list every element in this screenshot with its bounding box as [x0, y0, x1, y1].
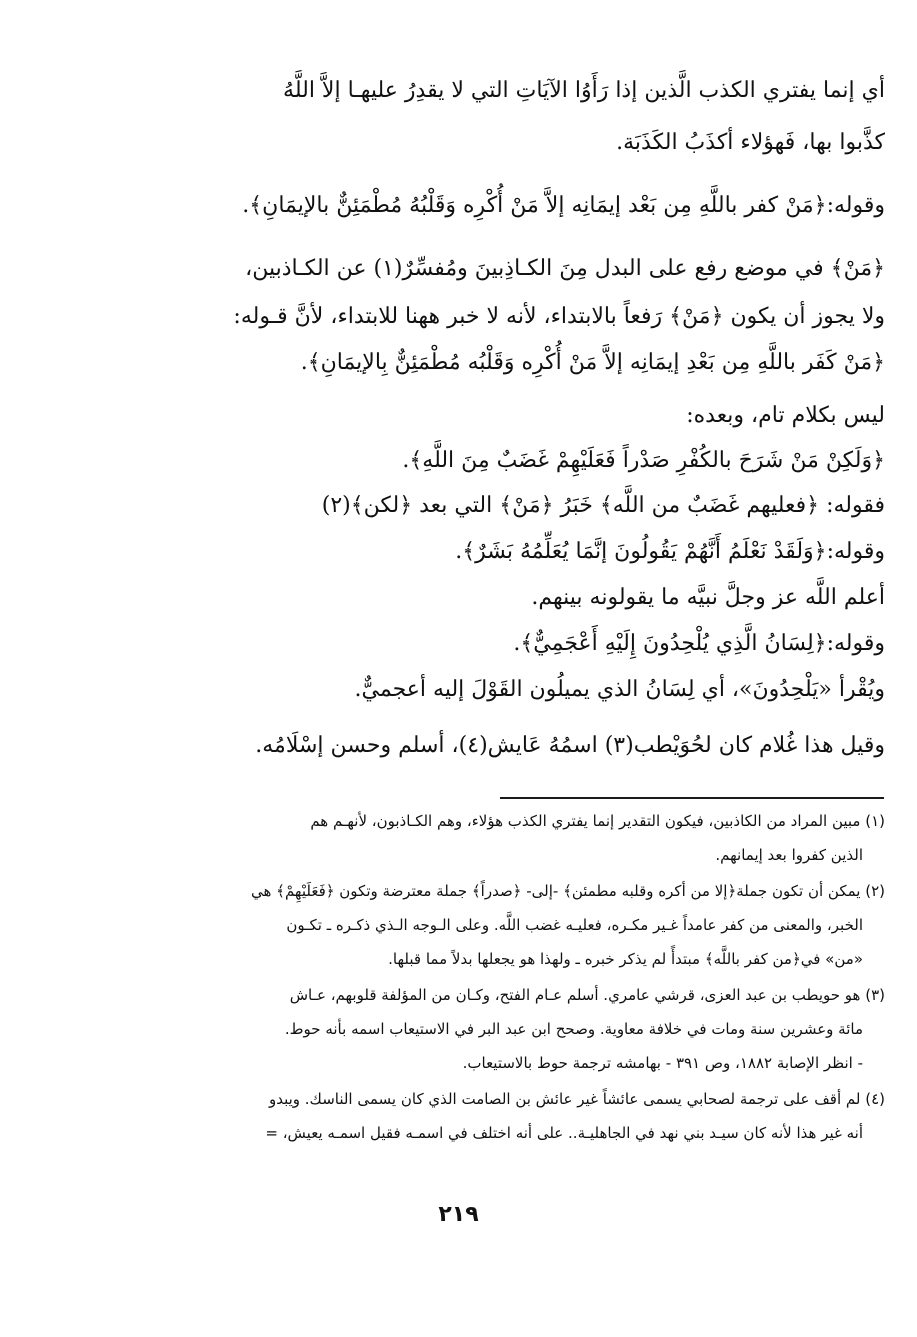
text-line: ﴿مَنْ﴾ في موضع رفع على البدل مِنَ الكـاذِبينَ ومُفسِّرٌ(١) عن الكـاذبين، — [245, 256, 885, 281]
text-line: وقوله:﴿وَلَقَدْ نَعْلَمُ أَنَّهُمْ يَقُولُونَ إنَّمَا يُعَلِّمُهُ بَشَرٌ﴾. — [455, 539, 885, 564]
footnote-line: أنه غير هذا لأنه كان سيـد بني نهد في الجاهليـة.. على أنه اختلف في اسمـه فقيل اسمـه يعيش، = — [265, 1124, 863, 1142]
text-line: أعلم اللَّه عز وجلَّ نبيَّه ما يقولونه بينهم. — [531, 585, 885, 610]
footnote-line: «من» في﴿من كفر باللَّه﴾ مبتدأً لم يذكر خبره ـ ولهذا هو يجعلها بدلاً مما قبلها. — [388, 950, 863, 968]
text-line: وقوله:﴿لِسَانُ الَّذِي يُلْحِدُونَ إِلَيْهِ أَعْجَمِيٌّ﴾. — [513, 631, 885, 656]
footnote-line: (٤) لم أقف على ترجمة لصحابي يسمى عائشاً غير عائش بن الصامت الذي كان يسمى الناسك. ويبدو — [268, 1090, 885, 1108]
text-line: فقوله: ﴿فعليهم غَضَبٌ من اللَّه﴾ خَبَرُ ﴿مَنْ﴾ التي بعد ﴿لكن﴾(٢) — [321, 493, 885, 518]
footnote-line: الخبر، والمعنى من كفر عامداً غـير مكـره، فعليـه غضب اللَّه. وعلى الـوجه الـذي ذكـره ـ تكـون — [286, 916, 863, 934]
footnote-line: - انظر الإصابة ١٨٨٢، وص ٣٩١ - بهامشه ترجمة حوط بالاستيعاب. — [462, 1054, 863, 1072]
text-line: ليس بكلام تام، وبعده: — [686, 403, 885, 428]
text-line: ويُقْرأ «يَلْحِدُونَ»، أي لِسَانُ الذي يميلُون القَوْلَ إليه أعجميٌّ. — [354, 677, 885, 702]
footnote-line: (٢) يمكن أن تكون جملة﴿إلا من أكره وقلبه مطمئن﴾ -إلى- ﴿صدراً﴾ جملة معترضة وتكون ﴿فَعَلَيْهِمْ﴾ هي — [250, 882, 885, 900]
footnote-divider — [500, 797, 884, 799]
footnote-line: (٣) هو حويطب بن عبد العزى، قرشي عامري. أسلم عـام الفتح، وكـان من المؤلفة قلوبهم، عـاش — [289, 986, 885, 1004]
text-line: ولا يجوز أن يكون ﴿مَنْ﴾ رَفعاً بالابتداء، لأنه لا خبر ههنا للابتداء، لأنَّ قـوله: — [233, 304, 885, 329]
footnote-line: الذين كفروا بعد إيمانهم. — [715, 846, 863, 864]
text-line: كذَّبوا بها، فَهؤلاء أكذَبُ الكَذَبَة. — [616, 130, 885, 155]
footnote-line: (١) مبين المراد من الكاذبين، فيكون التقدير إنما يفتري الكذب هؤلاء، وهم الكـاذبون، لأنهـم هم — [310, 812, 885, 830]
page-number: ٢١٩ — [438, 1202, 479, 1227]
quran-verse-line: ﴿وَلَكِنْ مَنْ شَرَحَ بالكُفْرِ صَدْراً فَعَلَيْهِمْ غَضَبٌ مِنَ اللَّهِ﴾. — [402, 448, 885, 473]
text-line: أي إنما يفتري الكذب الَّذين إذا رَأَوُا الآيَاتِ التي لا يقدِرُ عليهـا إلاَّ اللَّهُ — [283, 78, 885, 103]
text-line: وقيل هذا غُلام كان لحُوَيْطب(٣) اسمُهُ عَايش(٤)، أسلم وحسن إسْلَامُه. — [255, 733, 885, 758]
text-line: وقوله:﴿مَنْ كفر باللَّهِ مِن بَعْد إيمَانِه إلاَّ مَنْ أُكْرِه وَقَلْبُهُ مُطْمَئِنٌّ بالإيمَانِ﴾. — [242, 193, 885, 218]
text-line: ﴿مَنْ كَفَر باللَّهِ مِن بَعْدِ إيمَانِه إلاَّ مَنْ أُكْرِه وَقَلْبُه مُطْمَئِنٌّ بِالإيمَانِ﴾. — [300, 350, 885, 375]
footnote-line: مائة وعشرين سنة ومات في خلافة معاوية. وصحح ابن عبد البر في الاستيعاب اسمه بأنه حوط. — [284, 1020, 863, 1038]
